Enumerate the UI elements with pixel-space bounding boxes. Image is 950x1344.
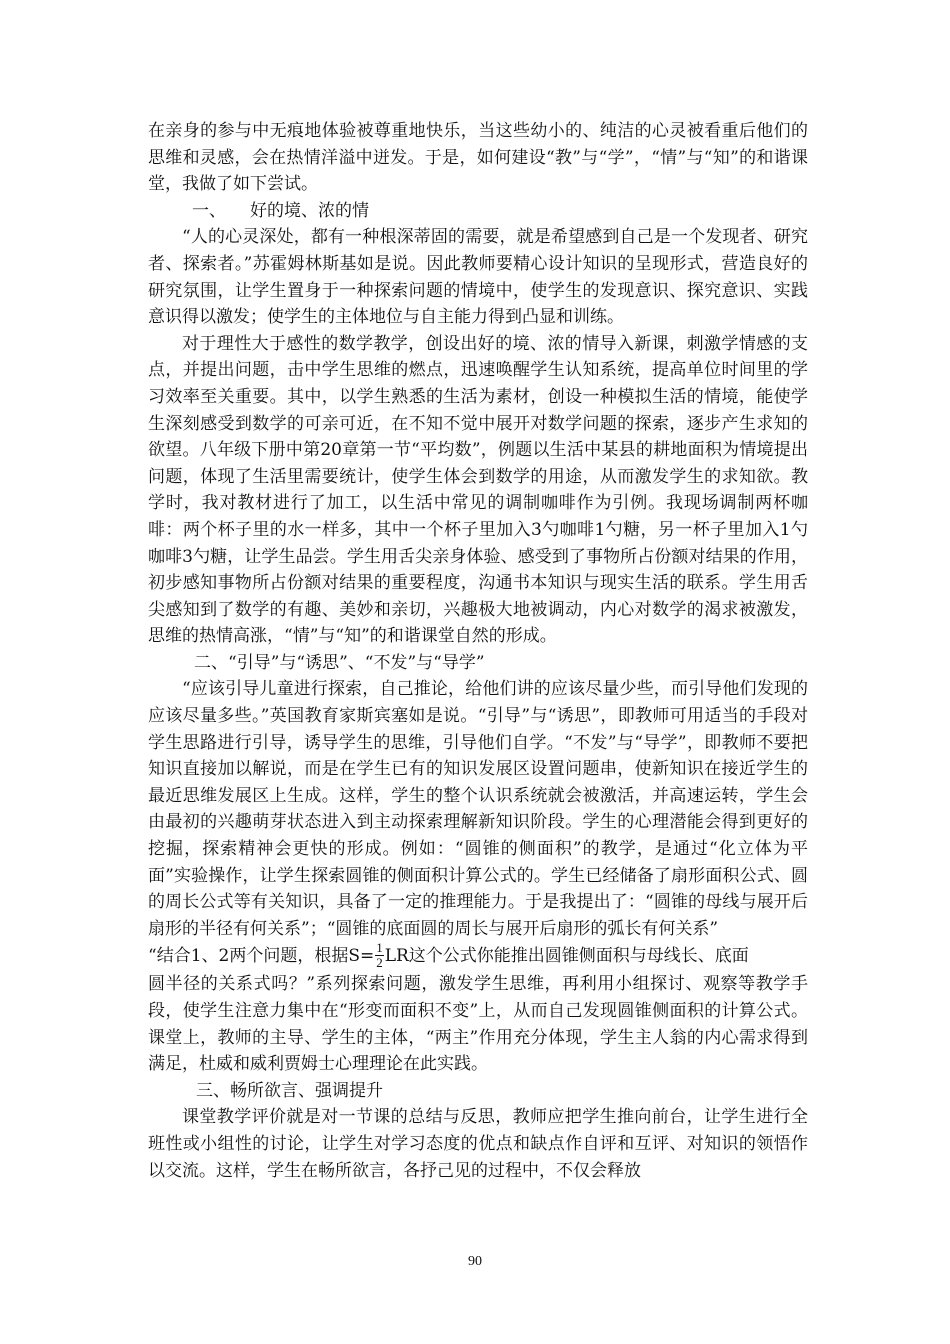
paragraph-evaluation: 课堂教学评价就是对一节课的总结与反思，教师应把学生推向前台，让学生进行全班性或小组性的讨论，让学生对学习态度的优点和缺点作自评和互评、对知识的领悟作以交流。这样，学生在畅所欲言，各抒己见的过程中，不仅会释放 [148, 1107, 808, 1181]
paragraph-quote-spencer: “应该引导儿童进行探索，自己推论，给他们讲的应该尽量少些，而引导他们发现的应该尽量多些。”英国教育家斯宾塞如是说。“引导”与“诱思”，即教师可用适当的手段对学生思路进行引导，诱导学生的思维，引导他们自学。“不发”与“导学”，即教师不要把知识直接加以解说，而是在学生已有的知识发展区设置问题串，使新知识在接近学生的最近思维发展区上生成。这样，学生的整个认识系统就会被激活，并高速运转，学生会由最初的兴趣萌芽状态进入到主动探索理解新知识阶段。学生的心理潜能会得到更好的挖掘，探索精神会更快的形成。例如：“圆锥的侧面积”的教学，是通过“化立体为平面”实验操作，让学生探索圆锥的侧面积计算公式的。学生已经储备了扇形面积公式、圆的周长公式等有关知识，具备了一定的推理能力。于是我提出了：“圆锥的母线与展开后扇形的半径有何关系”；“圆锥的底面圆的周长与展开后扇形的弧长有何关系” [148, 679, 808, 939]
section-heading-3: 三、畅所欲言、强调提升 [196, 1080, 383, 1101]
document-body [148, 118, 808, 1184]
paragraph-cone-area: 圆半径的关系式吗？”系列探索问题，激发学生思维，再利用小组探讨、观察等教学手段，使学生注意力集中在“形变而面积不变”上，从而自己发现圆锥侧面积的计算公式。课堂上，教师的主导、学生的主体，“两主”作用充分体现，学生主人翁的内心需求得到满足，杜威和威利贾姆士心理理论在此实践。 [148, 974, 808, 1075]
fraction-one-half [375, 941, 384, 970]
paragraph-quote-suhomlinsky: “人的心灵深处，都有一种根深蒂固的需要，就是希望感到自己是一个发现者、研究者、探索者。”苏霍姆林斯基如是说。因此教师要精心设计知识的呈现形式，营造良好的研究氛围，让学生置身于一种探索问题的情境中，使学生的发现意识、探究意识、实践意识得以激发；使学生的主体地位与自主能力得到凸显和训练。 [148, 227, 808, 328]
section-heading-1 [148, 198, 808, 225]
section-heading-1-number: 一、 [192, 200, 226, 221]
fraction-numerator: 1 [376, 940, 383, 956]
fraction-denominator: 2 [376, 955, 383, 971]
paragraph-coffee-example: 对于理性大于感性的数学教学，创设出好的境、浓的情导入新课，刺激学情感的支点，并提出问题，击中学生思维的燃点，迅速唤醒学生认知系统，提高单位时间里的学习效率至关重要。其中，以学生熟悉的生活为素材，创设一种模拟生活的情境，能使学生深刻感受到数学的可亲可近，在不知不觉中展开对数学问题的探索，逐步产生求知的欲望。八年级下册中第20章第一节“平均数”，例题以生活中某县的耕地面积为情境提出问题，体现了生活里需要统计，使学生体会到数学的用途，从而激发学生的求知欲。教学时，我对教材进行了加工，以生活中常见的调制咖啡作为引例。我现场调制两杯咖啡：两个杯子里的水一样多，其中一个杯子里加入3勺咖啡1勺糖，另一杯子里加入1勺咖啡3勺糖，让学生品尝。学生用舌尖亲身体验、感受到了事物所占份额对结果的作用，初步感知事物所占份额对结果的重要程度，沟通书本知识与现实生活的联系。学生用舌尖感知到了数学的有趣、美妙和亲切，兴趣极大地被调动，内心对数学的渴求被激发，思维的热情高涨，“情”与“知”的和谐课堂自然的形成。 [148, 333, 808, 647]
page-number: 90 [468, 1254, 482, 1269]
formula-line-before: “结合1、2两个问题，根据S= [148, 946, 375, 967]
section-heading-1-text: 好的境、浓的情 [250, 200, 369, 221]
paragraph-intro: 在亲身的参与中无痕地体验被尊重地快乐，当这些幼小的、纯洁的心灵被看重后他们的思维和灵感，会在热情洋溢中迸发。于是，如何建设“教”与“学”，“情”与“知”的和谐课堂，我做了如下尝试。 [148, 121, 808, 195]
formula-line-after: LR这个公式你能推出圆锥侧面积与母线长、底面 [384, 946, 749, 967]
paragraph-formula-line [148, 942, 808, 971]
section-heading-2: 二、“引导”与“诱思”、“不发”与“导学” [194, 652, 485, 673]
